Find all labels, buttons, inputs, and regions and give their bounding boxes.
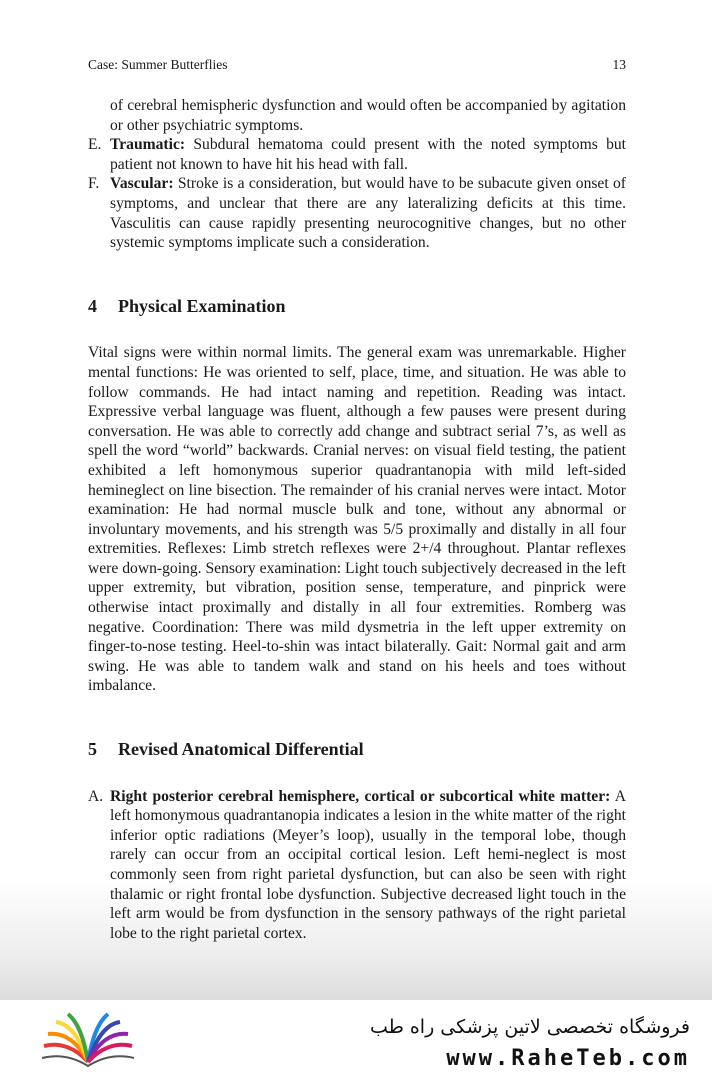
item-body: Stroke is a consideration, but would have to be subacute given onset of symptoms, and unclear that there are any lateralizing deficits at this time. Vasculitis can cause rapidly presenting neurocognitive changes, but no other systemic symptoms implicate such a consideration. [110,175,626,252]
page-content [88,96,626,943]
section-title: Physical Examination [118,295,286,316]
item-text [110,135,626,174]
shop-url: www.RaheTeb.com [446,1046,690,1071]
section-number: 5 [88,739,97,760]
item-body: A left homonymous quadrantanopia indicates a lesion in the white matter of the right inferior optic radiations (Meyer’s loop), usually in the temporal lobe, though rarely can occur from an occipital cortical lesion. Left hemi-neglect is most commonly seen from right parietal dysfunction, but can also be seen with right thalamic or right frontal lobe dysfunction. Subjective decreased light touch in the left arm would be from dysfunction in the sensory pathways of the right parietal lobe to the right parietal cortex. [110,787,626,942]
item-body: Subdural hematoma could present with the noted symptoms but patient not known to have hit his head with fall. [110,136,626,173]
item-text [110,787,626,944]
shop-name: فروشگاه تخصصی لاتین پزشکی راه طب [370,1016,690,1038]
item-label: F. [88,175,100,193]
item-term: Vascular: [110,175,174,193]
item-term: Traumatic: [110,136,186,154]
section-number: 4 [88,295,97,316]
section-heading-physical-exam [88,297,626,317]
differential-item-f [88,174,626,252]
physical-exam-paragraph: Vital signs were within normal limits. The general exam was unremarkable. Higher mental functions: He was oriented to self, place, time, and situation. He was able to follow commands. He had intact naming and repetition. Reading was intact. Expressive verbal language was fluent, although a few pauses were present during conversation. He was able to correctly add change and subtract serial 7’s, as well as spell the word “world” backwards. Cranial nerves: on visual field testing, the patient exhibited a left homonymous superior quadrantanopia with mild left-sided hemineglect on line bisection. The remainder of his cranial nerves were intact. Motor examination: He had normal muscle bulk and tone, without any abnormal or involuntary movements, and his strength was 5/5 proximally and distally in all four extremities. Reflexes: Limb stretch reflexes were 2+/4 throughout. Plantar reflexes were down-going. Sensory examination: Light touch subjectively decreased in the left upper extremity, but vibration, position sense, temperature, and pinprick were otherwise intact proximally and distally in all four extremities. Romberg was negative. Coordination: There was mild dysmetria in the left upper extremity on finger-to-nose testing. Heel-to-shin was intact bilaterally. Gait: Normal gait and arm swing. He was able to tandem walk and stand on his heels and toes without imbalance. [88,344,626,695]
item-label: A. [88,787,104,805]
running-title: Case: Summer Butterflies [88,57,228,72]
item-label: E. [88,136,102,154]
item-text [110,174,626,252]
open-book-rainbow-icon [40,1012,136,1070]
differential-item-a [88,787,626,944]
item-term: Right posterior cerebral hemisphere, cortical or subcortical white matter: [110,787,611,805]
section-heading-revised-differential [88,740,626,760]
section-title: Revised Anatomical Differential [118,739,364,760]
page-number: 13 [612,57,626,72]
differential-item-e [88,135,626,174]
running-header [88,57,626,73]
continued-paragraph: of cerebral hemispheric dysfunction and would often be accompanied by agitation or other psychiatric symptoms. [110,97,626,134]
